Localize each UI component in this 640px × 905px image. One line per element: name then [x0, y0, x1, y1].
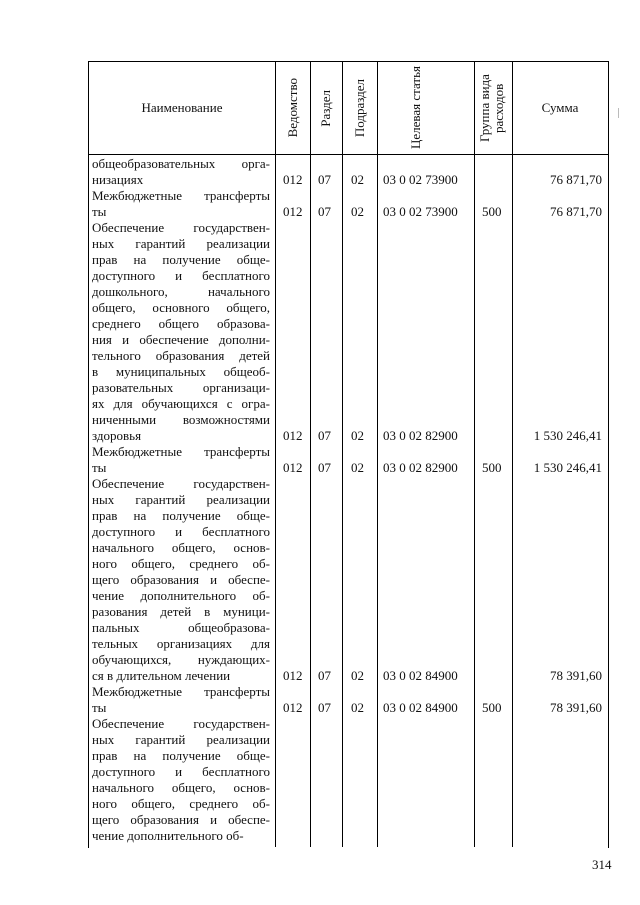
row-name-line: Межбюджетные трансферты [92, 444, 270, 459]
row-name-line: ях для обучающихся с огра- [92, 396, 270, 411]
cell-razdel: 07 [318, 700, 331, 715]
cell-razdel: 07 [318, 204, 331, 219]
header-gruppa-label: Группа вида расходов [477, 74, 506, 142]
row-name-line: ния и обеспечение дополни- [92, 332, 270, 347]
row-name-line: чение дополнительного об- [92, 588, 270, 603]
row-name-line: здоровья [92, 428, 142, 443]
row-name-line: разовательных организаци- [92, 380, 270, 395]
cell-podrazdel: 02 [351, 204, 364, 219]
row-name-line: ты [92, 204, 107, 219]
cell-gruppa: 500 [482, 700, 502, 715]
row-name-line: ты [92, 700, 107, 715]
row-name-line: тельного образования детей [92, 348, 270, 363]
cell-razdel: 07 [318, 668, 331, 683]
row-name-line: прав на получение обще- [92, 508, 270, 523]
margin-mark [618, 108, 619, 118]
row-name-line: Обеспечение государствен- [92, 220, 270, 235]
row-name-line: обучающихся, нуждающих- [92, 652, 270, 667]
row-name-line: доступного и бесплатного [92, 268, 270, 283]
cell-gruppa: 500 [482, 460, 502, 475]
row-name-line: дошкольного, начального [92, 284, 270, 299]
header-celevaya-label: Целевая статья [407, 66, 423, 150]
row-name-line: в муниципальных общеоб- [92, 364, 270, 379]
row-name-line: общеобразовательных орга- [92, 156, 270, 171]
header-razdel-label: Раздел [318, 89, 333, 127]
row-name-line: ных гарантий реализации [92, 492, 270, 507]
row-name [92, 476, 270, 684]
cell-podrazdel: 02 [351, 700, 364, 715]
header-celevaya [377, 62, 474, 154]
row-name-line: доступного и бесплатного [92, 524, 270, 539]
row-name-line: прав на получение обще- [92, 748, 270, 763]
row-name-line: ных гарантий реализации [92, 732, 270, 747]
row-name-line: щего образования и обеспе- [92, 812, 270, 827]
header-summa-label: Сумма [541, 100, 579, 115]
row-name [92, 156, 270, 188]
cell-razdel: 07 [318, 460, 331, 475]
row-name-line: Межбюджетные трансферты [92, 188, 270, 203]
cell-summa: 76 871,70 [550, 172, 602, 187]
row-name-line: ного общего, среднего об- [92, 796, 270, 811]
column-divider [512, 62, 513, 847]
cell-razdel: 07 [318, 428, 331, 443]
cell-summa: 78 391,60 [550, 700, 602, 715]
row-name-line: Обеспечение государствен- [92, 716, 270, 731]
row-name [92, 444, 270, 476]
row-name-line: ты [92, 460, 107, 475]
column-divider [310, 62, 311, 847]
cell-celevaya: 03 0 02 73900 [383, 204, 458, 219]
cell-summa: 1 530 246,41 [533, 428, 602, 443]
row-name-line: тельных организациях для [92, 636, 270, 651]
cell-ved: 012 [283, 700, 303, 715]
row-name [92, 220, 270, 444]
row-name-line: ного общего, среднего об- [92, 556, 270, 571]
page-number: 314 [592, 857, 612, 872]
budget-table [88, 61, 609, 848]
header-vedomstvo-label: Ведомство [284, 78, 300, 138]
cell-celevaya: 03 0 02 82900 [383, 460, 458, 475]
row-name-line: общего, основного общего, [92, 300, 270, 315]
row-name-line: пальных общеобразова- [92, 620, 270, 635]
cell-ved: 012 [283, 428, 303, 443]
row-name-line: ных гарантий реализации [92, 236, 270, 251]
column-divider [275, 62, 276, 847]
row-name-line: Обеспечение государствен- [92, 476, 270, 491]
row-name [92, 684, 270, 716]
cell-podrazdel: 02 [351, 172, 364, 187]
cell-ved: 012 [283, 668, 303, 683]
row-name-line: прав на получение обще- [92, 252, 270, 267]
row-name [92, 716, 270, 844]
row-name-line: ся в длительном лечении [92, 668, 231, 683]
header-gruppa [474, 62, 512, 154]
row-name-line: начального общего, основ- [92, 540, 270, 555]
header-summa [512, 62, 608, 154]
cell-gruppa: 500 [482, 204, 502, 219]
row-name-line: чение дополнительного об- [92, 828, 244, 843]
column-divider [474, 62, 475, 847]
row-name-line: разования детей в муници- [92, 604, 270, 619]
cell-podrazdel: 02 [351, 668, 364, 683]
cell-ved: 012 [283, 204, 303, 219]
cell-podrazdel: 02 [351, 460, 364, 475]
cell-celevaya: 03 0 02 82900 [383, 428, 458, 443]
cell-celevaya: 03 0 02 73900 [383, 172, 458, 187]
column-divider [342, 62, 343, 847]
cell-celevaya: 03 0 02 84900 [383, 668, 458, 683]
cell-summa: 78 391,60 [550, 668, 602, 683]
column-divider [377, 62, 378, 847]
cell-summa: 76 871,70 [550, 204, 602, 219]
cell-summa: 1 530 246,41 [533, 460, 602, 475]
header-podrazdel-label: Подраздел [351, 78, 367, 138]
row-name-line: начального общего, основ- [92, 780, 270, 795]
row-name-line: низациях [92, 172, 144, 187]
row-name-line: доступного и бесплатного [92, 764, 270, 779]
row-name [92, 188, 270, 220]
header-razdel [310, 62, 342, 154]
header-name [89, 62, 275, 154]
row-name-line: Межбюджетные трансферты [92, 684, 270, 699]
header-name-label: Наименование [141, 100, 223, 115]
cell-ved: 012 [283, 460, 303, 475]
header-vedomstvo [275, 62, 310, 154]
cell-celevaya: 03 0 02 84900 [383, 700, 458, 715]
header-podrazdel [342, 62, 377, 154]
row-name-line: среднего общего образова- [92, 316, 270, 331]
row-name-line: ниченными возможностями [92, 412, 270, 427]
cell-ved: 012 [283, 172, 303, 187]
cell-podrazdel: 02 [351, 428, 364, 443]
cell-razdel: 07 [318, 172, 331, 187]
row-name-line: щего образования и обеспе- [92, 572, 270, 587]
